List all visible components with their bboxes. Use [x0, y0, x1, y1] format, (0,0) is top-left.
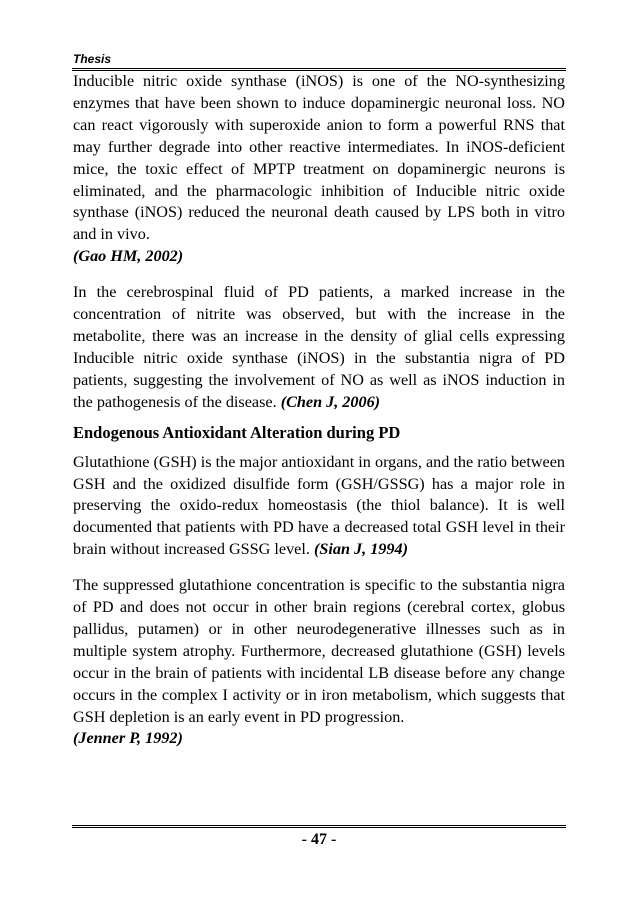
citation: (Sian J, 1994) [313, 540, 408, 559]
citation: (Gao HM, 2002) [73, 247, 184, 266]
footer-rule-bottom [72, 827, 566, 828]
paragraph-text: Glutathione (GSH) is the major antioxidant in organs, and the ratio between GSH and the oxidized disulfide form (GSH/GSSG) has a major role in preserving the oxido-redux homeostasis (the thiol balance). It is well documented that patients with PD have a decreased total GSH level in their brain without increased GSSG level. [73, 452, 565, 559]
paragraph-text: The suppressed glutathione concentration is specific to the substantia nigra of PD and does not occur in other brain regions (cerebral cortex, globus pallidus, putamen) or in other neurodegenerative illnesses such as in multiple system atrophy. Furthermore, decreased glutathione (GSH) levels occur in the brain of patients with incidental LB disease before any change occurs in the complex I activity or in iron metabolism, which suggests that GSH depletion is an early event in PD progression. [73, 576, 565, 726]
paragraph-glutathione [73, 452, 565, 562]
footer-rule-top [72, 825, 566, 826]
body-text [73, 71, 565, 750]
citation: (Chen J, 2006) [280, 392, 381, 411]
citation-line [73, 246, 565, 268]
header-rule-top [72, 68, 566, 69]
page-number: - 47 - [301, 831, 337, 848]
citation: (Jenner P, 1992) [73, 729, 183, 748]
paragraph-text: Inducible nitric oxide synthase (iNOS) is one of the NO-synthesizing enzymes that have been shown to induce dopaminergic neuronal loss. NO can react vigorously with superoxide anion to form a powerful RNS that may further degrade into other reactive intermediates. In iNOS-deficient mice, the toxic effect of MPTP treatment on dopaminergic neurons is eliminated, and the pharmacologic inhibition of Inducible nitric oxide synthase (iNOS) reduced the neuronal death caused by LPS both in vitro and in vivo. [73, 72, 565, 244]
paragraph-text: In the cerebrospinal fluid of PD patients, a marked increase in the concentration of nitrite was observed, but with the increase in the metabolite, there was an increase in the density of glial cells expressing Inducible nitric oxide synthase (iNOS) in the substantia nigra of PD patients, suggesting the involvement of NO as well as iNOS induction in the pathogenesis of the disease. [73, 283, 565, 411]
paragraph-csf [73, 282, 565, 413]
citation-line [73, 728, 565, 750]
paragraph-suppressed-gsh [73, 575, 565, 728]
running-header: Thesis [73, 52, 112, 66]
paragraph-inos [73, 71, 565, 246]
section-heading: Endogenous Antioxidant Alteration during PD [73, 422, 401, 442]
